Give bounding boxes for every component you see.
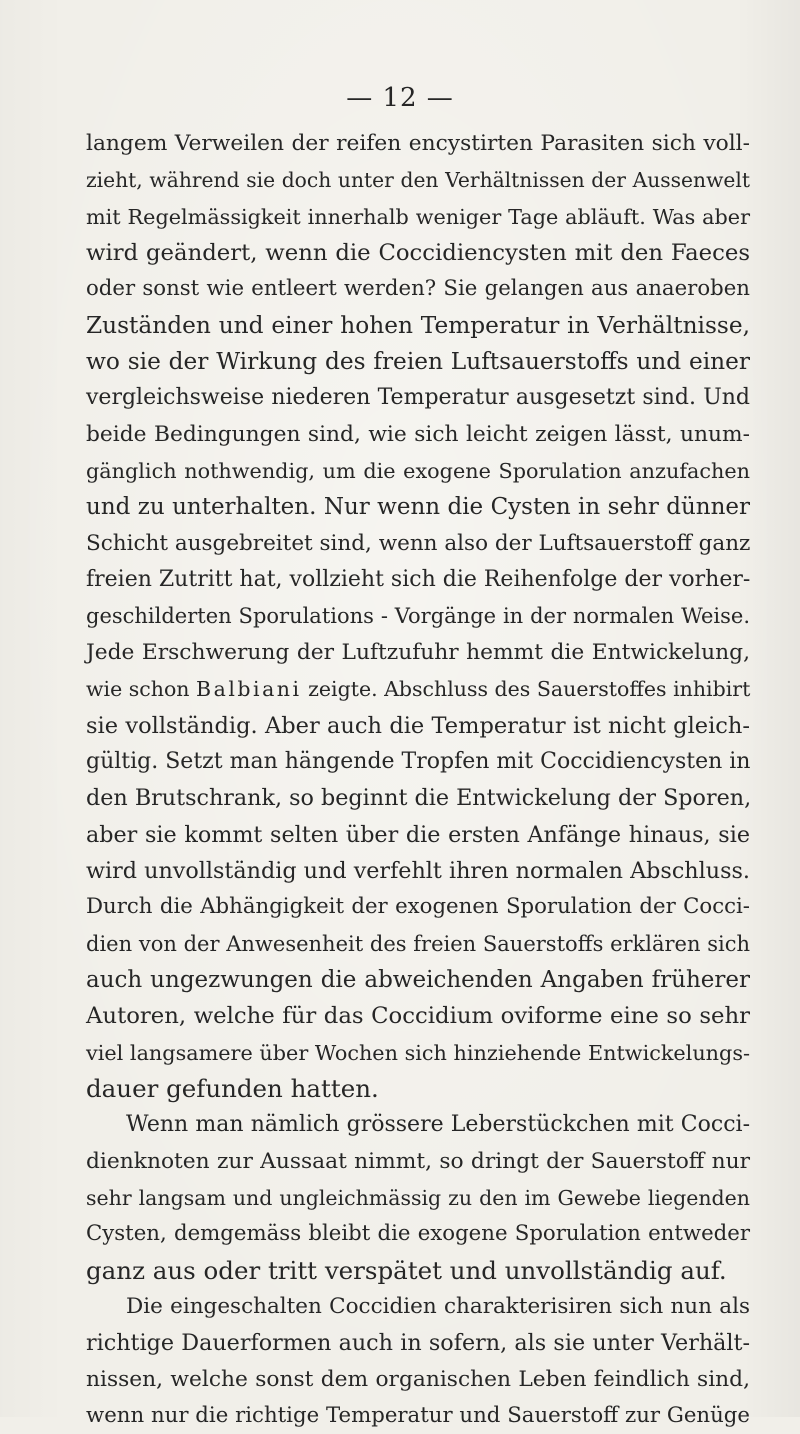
text-line: sie vollständig. Aber auch die Temperatur ist nicht gleich-	[86, 712, 750, 739]
text-line: zieht, während sie doch unter den Verhältnissen der Aussenwelt	[86, 168, 750, 193]
text-line: richtige Dauerformen auch in sofern, als sie unter Verhält-	[86, 1330, 750, 1357]
text-line: Jede Erschwerung der Luftzufuhr hemmt die Entwickelung,	[86, 639, 750, 665]
text-line: Schicht ausgebreitet sind, wenn also der Luftsauerstoff ganz	[86, 530, 751, 556]
text-line: wo sie der Wirkung des freien Luftsauerstoffs und einer	[86, 348, 750, 376]
text-line-paragraph-start: Die eingeschalten Coccidien charakterisiren sich nun als	[126, 1294, 750, 1319]
text-line: langem Verweilen der reifen encystirten Parasiten sich voll-	[86, 131, 750, 156]
text-line: wird geändert, wenn die Coccidiencysten mit den Faeces	[86, 240, 750, 267]
text-line: und zu unterhalten. Nur wenn die Cysten in sehr dünner	[86, 494, 750, 521]
text-line: oder sonst wie entleert werden? Sie gelangen aus anaeroben	[86, 276, 750, 302]
text-line: viel langsamere über Wochen sich hinziehende Entwickelungs-	[86, 1040, 750, 1065]
text-line-paragraph-end: ganz aus oder tritt verspätet und unvollständig auf.	[86, 1255, 727, 1285]
text-line: Durch die Abhängigkeit der exogenen Sporulation der Cocci-	[86, 894, 750, 920]
text-segment: wie schon	[86, 677, 190, 702]
text-line: sehr langsam und ungleichmässig zu den im Gewebe liegenden	[86, 1185, 750, 1210]
text-line: aber sie kommt selten über die ersten Anfänge hinaus, sie	[86, 821, 750, 848]
text-line: wenn nur die richtige Temperatur und Sauerstoff zur Genüge	[86, 1403, 750, 1429]
text-line: gänglich nothwendig, um die exogene Sporulation anzufachen	[86, 459, 750, 484]
text-line: wird unvollständig und verfehlt ihren normalen Abschluss.	[86, 857, 750, 884]
text-segment: zeigte. Abschluss des Sauerstoffes inhibirt	[308, 677, 751, 702]
text-line: nissen, welche sonst dem organischen Leben feindlich sind,	[86, 1366, 750, 1392]
text-line: vergleichsweise niederen Temperatur ausgesetzt sind. Und	[86, 385, 750, 411]
text-line-paragraph-start: Wenn man nämlich grössere Leberstückchen mit Cocci-	[126, 1112, 750, 1138]
spaced-name: Balbiani	[196, 677, 302, 702]
text-line: dien von der Anwesenheit des freien Sauerstoffs erklären sich	[86, 931, 750, 956]
text-line-paragraph-end: dauer gefunden hatten.	[86, 1073, 379, 1103]
text-line: beide Bedingungen sind, wie sich leicht zeigen lässt, unum-	[86, 421, 750, 447]
text-line: dienknoten zur Aussaat nimmt, so dringt der Sauerstoff nur	[86, 1148, 750, 1174]
text-line: geschilderten Sporulations - Vorgänge in der normalen Weise.	[86, 604, 750, 629]
page-number: — 12 —	[346, 83, 454, 113]
text-line: den Brutschrank, so beginnt die Entwickelung der Sporen,	[86, 785, 752, 812]
text-line: gültig. Setzt man hängende Tropfen mit Coccidiencysten in	[86, 748, 751, 774]
text-line: Cysten, demgemäss bleibt die exogene Sporulation entweder	[86, 1221, 750, 1247]
body-text	[86, 126, 750, 1434]
text-line: freien Zutritt hat, vollzieht sich die Reihenfolge der vorher-	[86, 567, 751, 593]
text-line: Zuständen und einer hohen Temperatur in Verhältnisse,	[86, 311, 750, 339]
text-line: Autoren, welche für das Coccidium oviforme eine so sehr	[86, 1003, 750, 1030]
text-line: auch ungezwungen die abweichenden Angaben früherer	[86, 966, 750, 993]
text-line: mit Regelmässigkeit innerhalb weniger Tage abläuft. Was aber	[86, 204, 750, 229]
text-line-with-name	[86, 671, 750, 707]
